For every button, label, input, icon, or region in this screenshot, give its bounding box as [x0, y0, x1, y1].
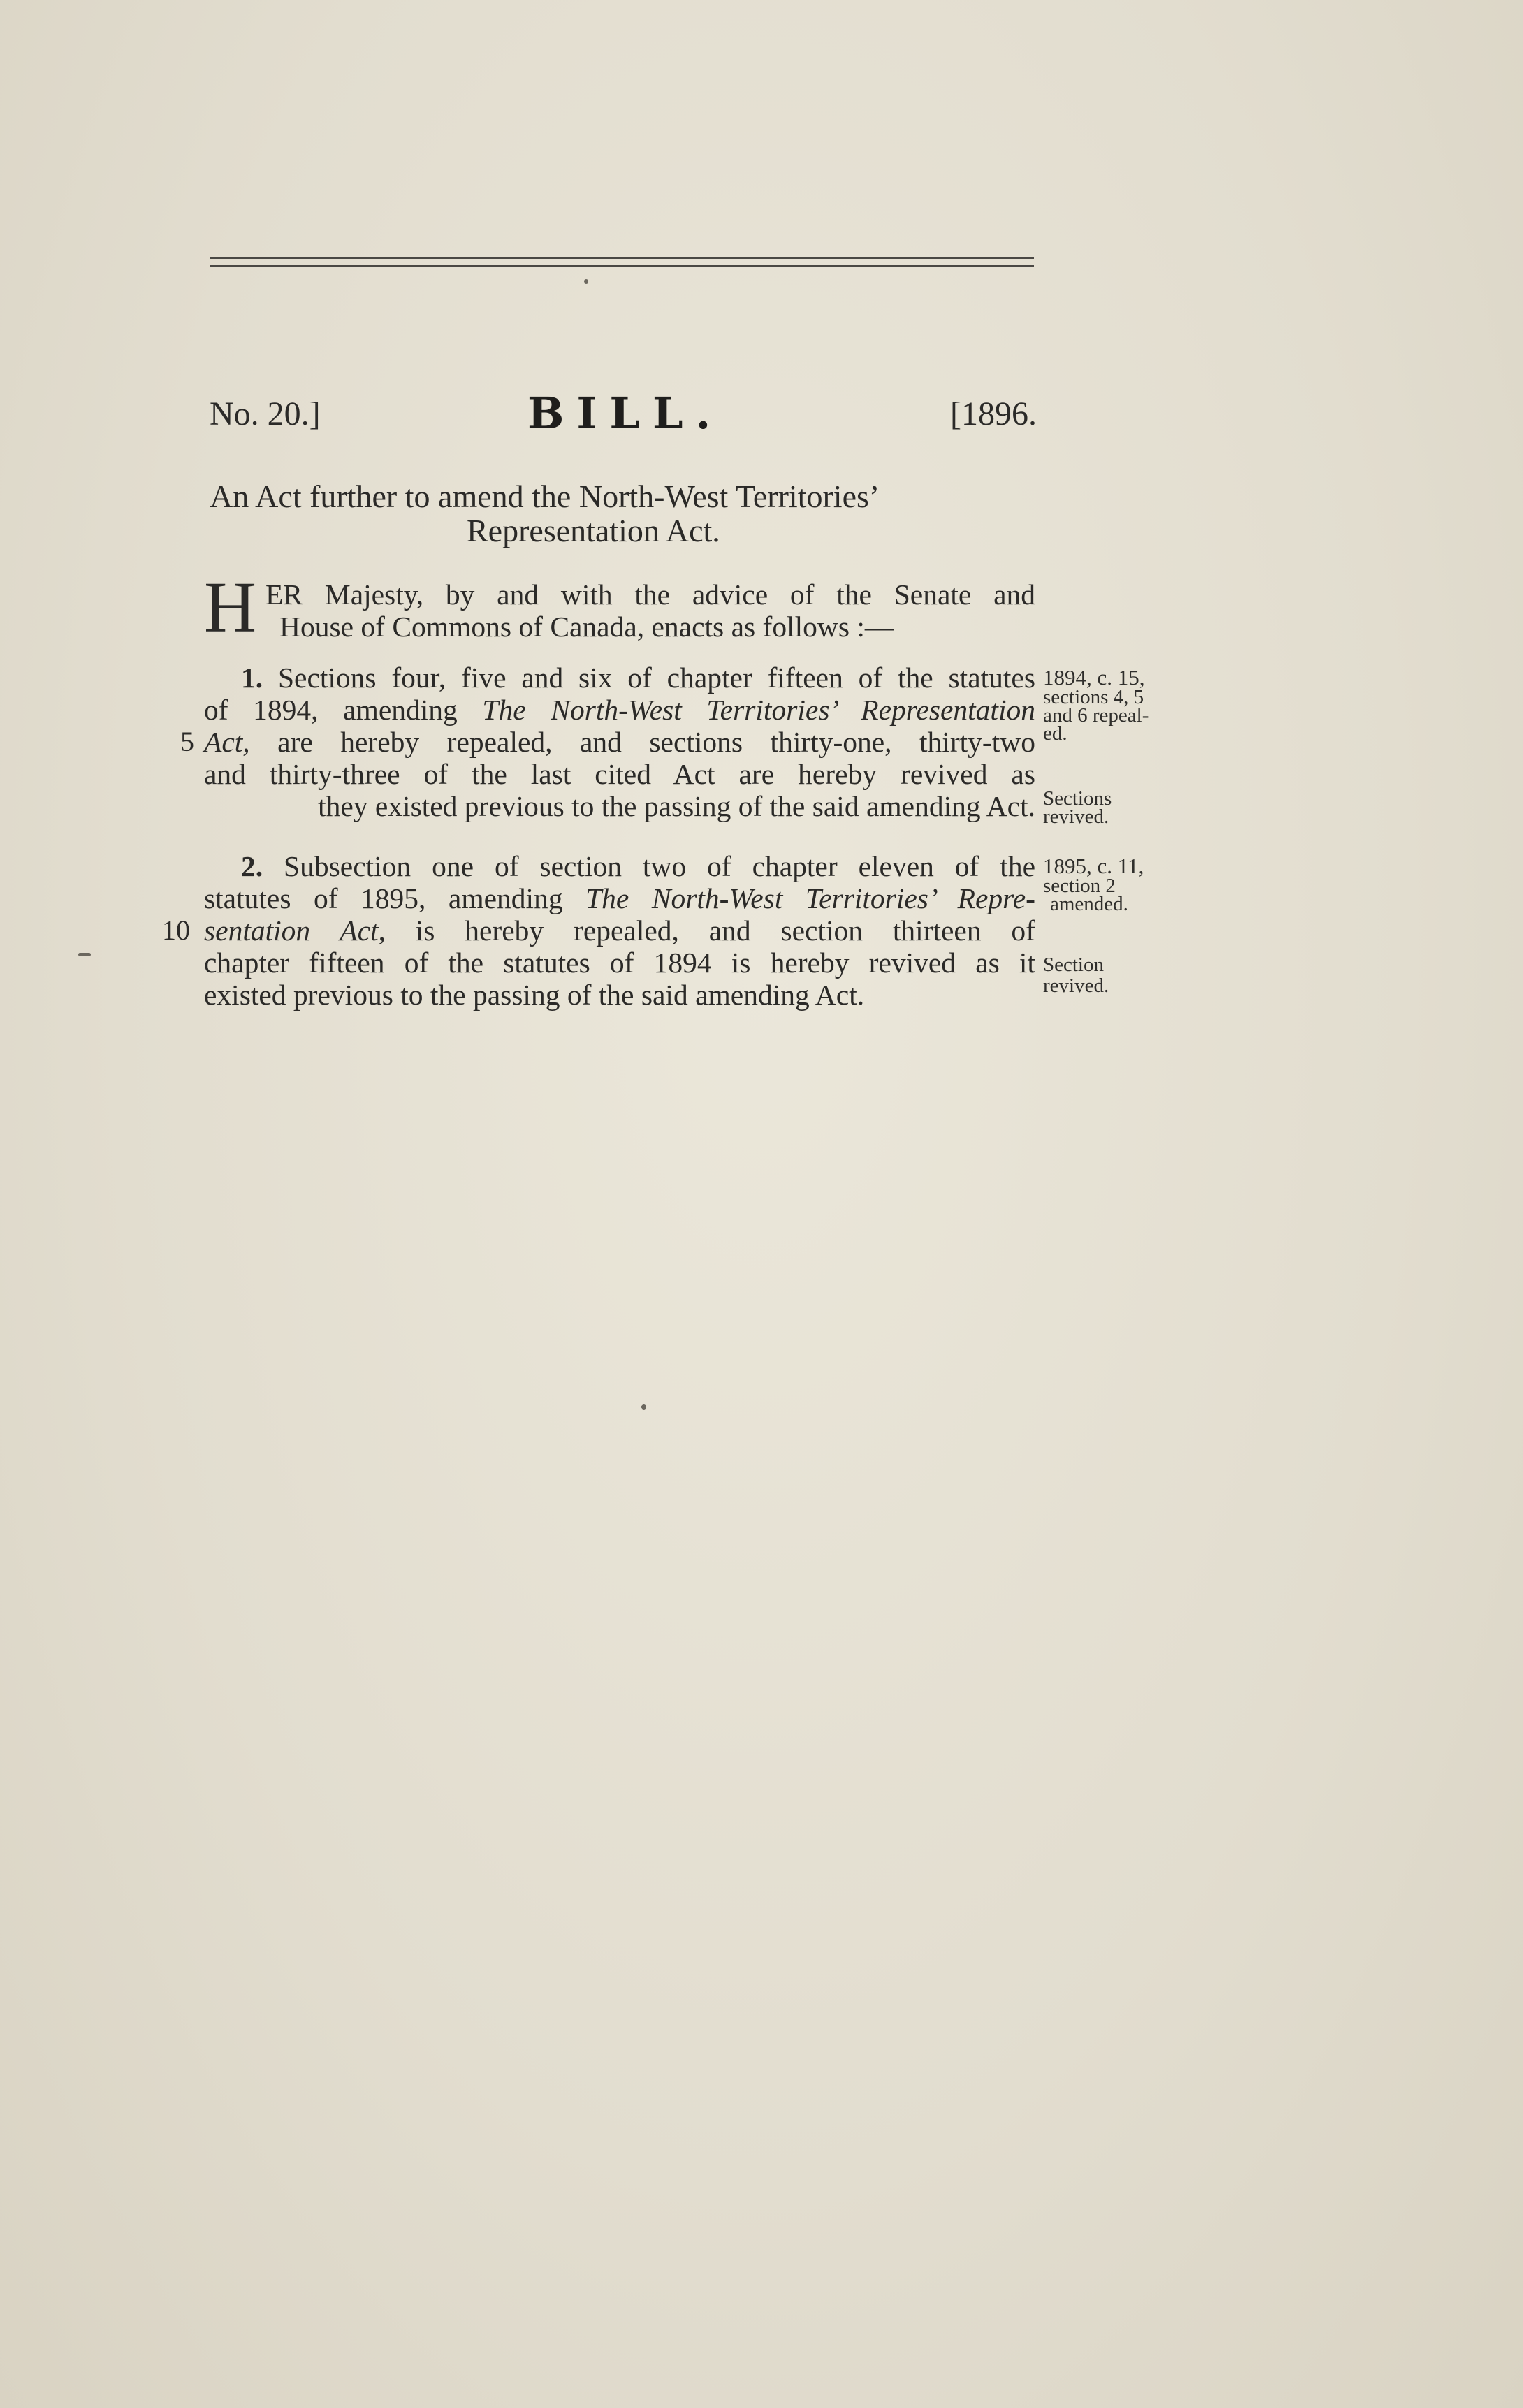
top-rule — [210, 257, 1034, 259]
section2-margin-note-2: Section revived. — [1043, 954, 1109, 997]
section1-line-4: and thirty-three of the last cited Act are hereby revived as — [204, 758, 1035, 790]
preamble-dropcap: H — [204, 567, 257, 648]
paper-speck — [584, 279, 588, 284]
section1-number: 1. — [241, 662, 263, 694]
act-title-line-1: An Act further to amend the North-West Territories’ — [210, 479, 880, 514]
section1-line-5: they existed previous to the passing of the said amending Act. — [318, 790, 1035, 822]
section2-margin-note-1: 1895, c. 11, section 2 amended. — [1043, 854, 1144, 915]
bill-heading: BILL. — [527, 388, 724, 439]
section2-line-3: sentation Act, is hereby repealed, and section thirteen of — [204, 914, 1035, 947]
section1-line-2: of 1894, amending The North-West Territories’ Representation — [204, 694, 1035, 726]
section1-margin-note-1: 1894, c. 15, sections 4, 5 and 6 repeal- ed. — [1043, 665, 1149, 745]
top-rule-lower — [210, 265, 1034, 267]
section2-line-2: statutes of 1895, amending The North-West Territories’ Repre- — [204, 882, 1036, 914]
bill-number: No. 20.] — [210, 395, 321, 432]
line-number-10: 10 — [162, 914, 190, 946]
line-number-5: 5 — [180, 726, 194, 757]
bill-year: [1896. — [950, 395, 1037, 432]
section2-number: 2. — [241, 850, 263, 882]
section1-line-1: 1. Sections four, five and six of chapter fifteen of the statutes — [241, 662, 1036, 694]
paper-speck — [78, 953, 91, 956]
paper-speck — [641, 1404, 646, 1410]
section2-line-5: existed previous to the passing of the said amending Act. — [204, 979, 865, 1011]
preamble-line-1: ER Majesty, by and with the advice of the Senate and — [265, 578, 1035, 611]
section1-margin-note-2: Sections revived. — [1043, 787, 1112, 828]
preamble-line-2: House of Commons of Canada, enacts as follows :— — [279, 611, 894, 643]
section2-line-1: 2. Subsection one of section two of chapter eleven of the — [241, 850, 1035, 882]
section1-line-3: Act, are hereby repealed, and sections thirty-one, thirty-two — [204, 726, 1035, 758]
section2-line-4: chapter fifteen of the statutes of 1894 is hereby revived as it — [204, 947, 1035, 979]
act-title-line-2: Representation Act. — [467, 513, 720, 548]
